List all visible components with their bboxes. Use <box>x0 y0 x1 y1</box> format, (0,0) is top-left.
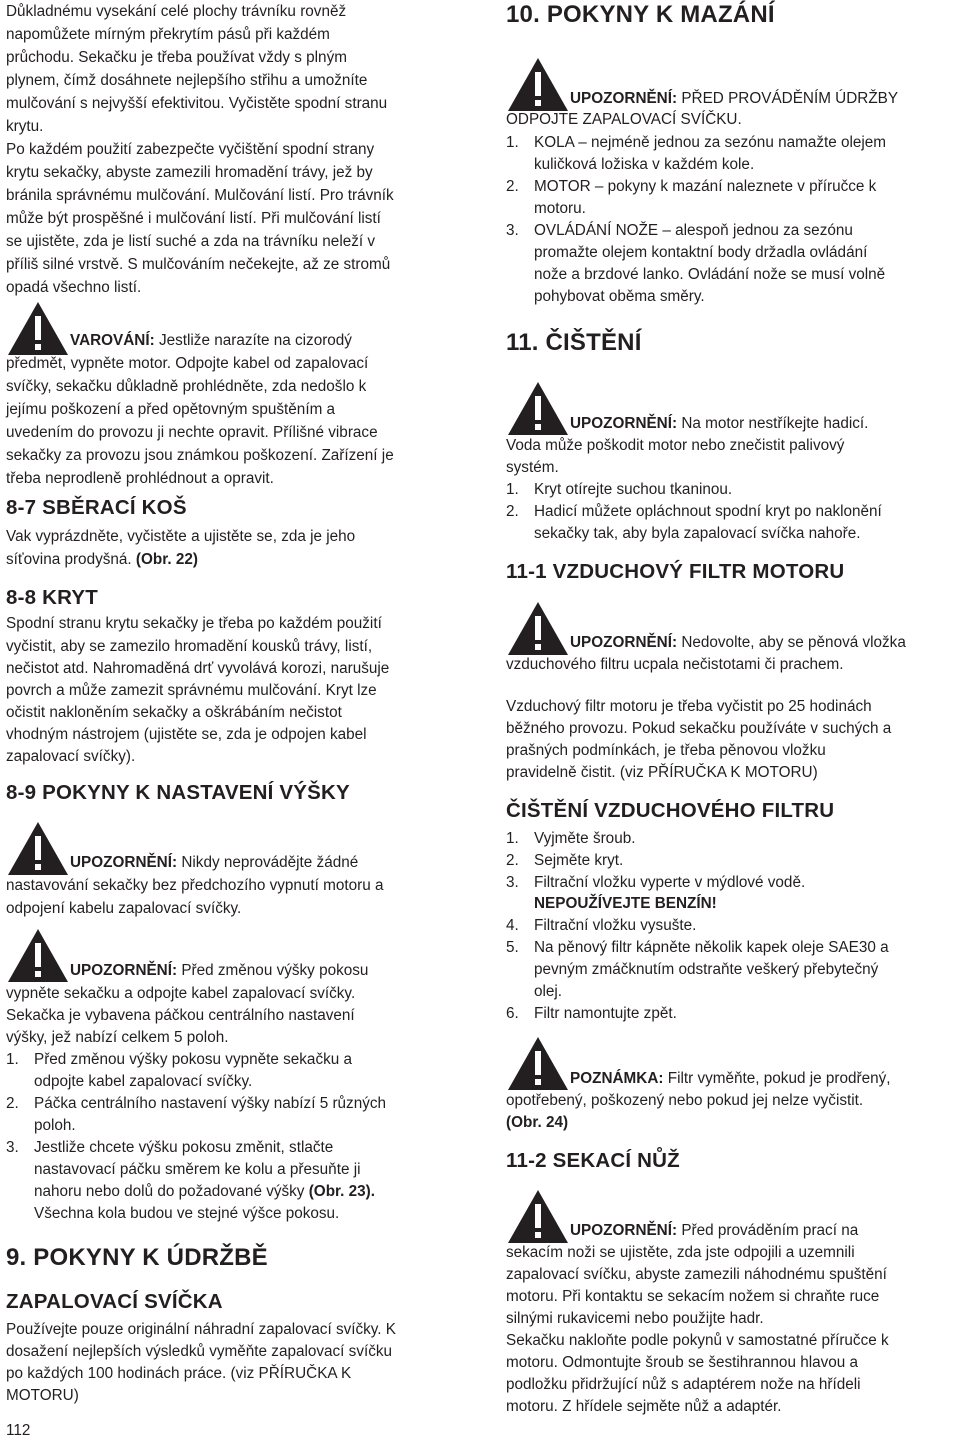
warning-triangle-icon <box>6 927 70 984</box>
list-item-line: olej. <box>534 983 563 1000</box>
heading-10: 10. POKYNY K MAZÁNÍ <box>506 1 775 28</box>
heading-11: 11. ČIŠTĚNÍ <box>506 329 642 356</box>
list-number: 2. <box>6 1095 19 1112</box>
text-span: nahoru nebo dolů do požadované výšky <box>34 1183 305 1200</box>
list-item-line: sekačky tak, aby byla zapalovací svíčka nahoře. <box>534 525 861 542</box>
text-line: vzduchového filtru ucpala nečistotami či prachem. <box>506 656 844 673</box>
list-item-line: pohybovat oběma směry. <box>534 288 705 305</box>
warning-first-line <box>570 89 898 109</box>
warning-label: UPOZORNĚNÍ: <box>70 854 178 871</box>
list-item-line: Hadicí můžete opláchnout spodní kryt po naklonění <box>534 503 882 520</box>
warning-text: Na motor nestříkejte hadicí. <box>681 415 869 432</box>
list-number: 6. <box>506 1005 519 1022</box>
text-line: MOTORU) <box>6 1387 79 1404</box>
warning-label: UPOZORNĚNÍ: <box>570 415 678 432</box>
warning-label: UPOZORNĚNÍ: <box>70 962 178 979</box>
text-line: sekacím noži se ujistěte, zda jste odpojili a uzemnili <box>506 1244 855 1261</box>
text-line: odpojení kabelu zapalovací svíčky. <box>6 900 242 917</box>
text-line: napomůžete mírným překrytím pásů při každém <box>6 26 330 43</box>
text-line: Vak vyprázdněte, vyčistěte a ujistěte se, zda je jeho <box>6 528 356 545</box>
text-line: povrch a může zamezit správnému mulčování. Kryt lze <box>6 682 377 699</box>
list-number: 2. <box>506 178 519 195</box>
warning-text: Jestliže narazíte na cizorodý <box>158 332 352 349</box>
list-item-line: Před změnou výšky pokosu vypněte sekačku a <box>34 1051 353 1068</box>
list-number: 2. <box>506 503 519 520</box>
list-number: 1. <box>6 1051 19 1068</box>
list-item-line: Páčka centrálního nastavení výšky nabízí 5 různých <box>34 1095 387 1112</box>
text-span: né vibrace <box>307 424 378 441</box>
list-item-line: poloh. <box>34 1117 76 1134</box>
heading-spark-plug: ZAPALOVACÍ SVÍČKA <box>6 1290 223 1313</box>
text-line: může být prospěšné i mulčování listí. Při mulčování listí <box>6 210 381 227</box>
text-line: opadá všechno listí. <box>6 279 142 296</box>
text-line: ODPOJTE ZAPALOVACÍ SVÍČKU. <box>506 111 742 128</box>
list-item-line <box>34 1182 375 1202</box>
text-line: výšky, jež nabízí celkem 5 poloh. <box>6 1029 229 1046</box>
list-item-bold-line: NEPOUŽÍVEJTE BENZÍN! <box>534 895 717 912</box>
text-line: průchodu. Sekačku je třeba používat vždy s plným <box>6 49 347 66</box>
warning-label: VAROVÁNÍ: <box>70 332 155 349</box>
list-item-line: MOTOR – pokyny k mazání naleznete v příručce k <box>534 178 877 195</box>
figure-ref: (Obr. 24) <box>506 1114 569 1131</box>
list-number: 3. <box>6 1139 19 1156</box>
list-number: 5. <box>506 939 519 956</box>
heading-9: 9. POKYNY K ÚDRŽBĚ <box>6 1244 268 1271</box>
text-line: třeba neprodleně prohlédnout a opravit. <box>6 470 274 487</box>
text-line: krytu. <box>6 118 44 135</box>
text-line: jejímu poškození a před opětovným spuštěním a <box>6 401 336 418</box>
text-line: zapalovací svíčky). <box>6 748 136 765</box>
text-line: Spodní stranu krytu sekačky je třeba po každém použití <box>6 615 382 632</box>
text-line: zapalovací svíčku, abyste zamezili náhodnému spuštění <box>506 1266 887 1283</box>
list-item-line: promažte olejem kontaktní body držadla ovládání <box>534 244 868 261</box>
list-item-line: Všechna kola budou ve stejné výšce pokosu. <box>34 1205 340 1222</box>
text-span: síťovina prodyšná. <box>6 551 132 568</box>
warning-text: Před prováděním prací na <box>681 1222 859 1239</box>
text-line: Sekačka je vybavena páčkou centrálního nastavení <box>6 1007 355 1024</box>
list-number: 2. <box>506 852 519 869</box>
text-line: bránila správnému mulčování. Mulčování listí. Pro trávník <box>6 187 394 204</box>
note-first-line <box>570 1069 891 1089</box>
list-item-line: Na pěnový filtr kápněte několik kapek oleje SAE30 a <box>534 939 889 956</box>
text-span: uvedením do provozu ji nechte opravit. Příliš <box>6 424 307 441</box>
figure-ref: (Obr. 23). <box>308 1183 376 1200</box>
warning-label: UPOZORNĚNÍ: <box>570 1222 678 1239</box>
list-number: 3. <box>506 222 519 239</box>
text-line: vypněte sekačku a odpojte kabel zapalovací svíčky. <box>6 985 356 1002</box>
text-line: motoru. Odmontujte šroub se šestihrannou hlavou a <box>506 1354 859 1371</box>
text-line: motoru. Při kontaktu se sekacím nožem si chraňte ruce <box>506 1288 880 1305</box>
list-item-line: motoru. <box>534 200 586 217</box>
warning-text: Nedovolte, aby se pěnová vložka <box>681 634 906 651</box>
text-line: po každých 100 hodinách práce. (viz PŘÍRUČKA K <box>6 1365 352 1382</box>
warning-triangle-icon <box>506 56 570 113</box>
list-item-line: Vyjměte šroub. <box>534 830 636 847</box>
text-line: nastavování sekačky bez předchozího vypnutí motoru a <box>6 877 384 894</box>
text-line: pravidelně čistit. (viz PŘÍRUČKA K MOTORU) <box>506 764 818 781</box>
warning-first-line <box>70 961 368 981</box>
text-line <box>6 550 198 570</box>
text-line: Používejte pouze originální náhradní zapalovací svíčky. K <box>6 1321 397 1338</box>
list-item-line: odpojte kabel zapalovací svíčky. <box>34 1073 253 1090</box>
heading-8-9: 8-9 POKYNY K NASTAVENÍ VÝŠKY <box>6 781 350 804</box>
warning-first-line <box>70 853 358 873</box>
text-line: prašných podmínkách, je třeba pěnovou vložku <box>506 742 826 759</box>
text-line: opotřebený, poškozený nebo pokud jej nelze vyčistit. <box>506 1092 864 1109</box>
warning-text: Před změnou výšky pokosu <box>181 962 369 979</box>
list-item-line: nastavovací páčku směrem ke kolu a přesuňte ji <box>34 1161 361 1178</box>
note-label: POZNÁMKA: <box>570 1070 664 1087</box>
warning-first-line <box>570 414 868 434</box>
list-number: 4. <box>506 917 519 934</box>
text-line: motoru. Z hřídele sejměte nůž a adaptér. <box>506 1398 782 1415</box>
text-line: silnými rukavicemi nebo použijte hadr. <box>506 1310 764 1327</box>
page-number: 112 <box>6 1422 31 1439</box>
list-item-line: KOLA – nejméně jednou za sezónu namažte olejem <box>534 134 887 151</box>
warning-text: Nikdy neprovádějte žádné <box>181 854 359 871</box>
list-item-line: Filtrační vložku vyperte v mýdlové vodě. <box>534 874 806 891</box>
text-line: nečistot atd. Nahromaděná drť vyvolává korozi, narušuje <box>6 660 390 677</box>
warning-triangle-icon <box>506 600 570 657</box>
list-number: 3. <box>506 874 519 891</box>
list-item-line: Jestliže chcete výšku pokosu změnit, stlačte <box>34 1139 334 1156</box>
list-number: 1. <box>506 481 519 498</box>
text-line: běžného provozu. Pokud sekačku používáte v suchých a <box>506 720 892 737</box>
text-line: mulčování s nejvyšší efektivitou. Vyčistěte spodní stranu <box>6 95 388 112</box>
text-line: Sekačku nakloňte podle pokynů v samostatné příručce k <box>506 1332 889 1349</box>
warning-label: UPOZORNĚNÍ: <box>570 634 678 651</box>
warning-triangle-icon <box>6 300 70 357</box>
warning-triangle-icon <box>506 380 570 437</box>
text-line: Po každém použití zabezpečte vyčištění spodní strany <box>6 141 375 158</box>
warning-first-line <box>570 633 906 653</box>
text-line: sekačky za provozu jsou známkou poškození. Zařízení je <box>6 447 394 464</box>
warning-first-line <box>570 1221 858 1241</box>
text-line: Voda může poškodit motor nebo znečistit palivový <box>506 437 845 454</box>
text-line: příliš silné vrstvě. S mulčováním nečekejte, až ze stromů <box>6 256 391 273</box>
warning-text: PŘED PROVÁDĚNÍM ÚDRŽBY <box>681 90 899 107</box>
figure-ref: (Obr. 22) <box>135 551 198 568</box>
list-item-line: Filtrační vložku vysušte. <box>534 917 697 934</box>
text-line: vhodným nástrojem (ujistěte se, zda je odpojen kabel <box>6 726 367 743</box>
list-item-line: OVLÁDÁNÍ NOŽE – alespoň jednou za sezónu <box>534 222 853 239</box>
warning-triangle-icon <box>506 1035 570 1092</box>
text-line: systém. <box>506 459 559 476</box>
list-item-line: Filtr namontujte zpět. <box>534 1005 677 1022</box>
heading-8-7: 8-7 SBĚRACÍ KOŠ <box>6 496 187 519</box>
text-line: plynem, čímž dosáhnete nejlepšího střihu a umožníte <box>6 72 368 89</box>
text-line: svíčky, sekačku důkladně prohlédněte, zda nedošlo k <box>6 378 367 395</box>
text-line: vyčistit, aby se zamezilo hromadění kousků trávy, listí, <box>6 638 373 655</box>
text-line: dosažení nejlepších výsledků vyměňte zapalovací svíčku <box>6 1343 393 1360</box>
heading-11-2: 11-2 SEKACÍ NŮŽ <box>506 1149 680 1172</box>
heading-filter-cleaning: ČIŠTĚNÍ VZDUCHOVÉHO FILTRU <box>506 799 835 822</box>
list-item-line: Sejměte kryt. <box>534 852 624 869</box>
warning-label: UPOZORNĚNÍ: <box>570 90 678 107</box>
list-number: 1. <box>506 830 519 847</box>
warning-triangle-icon <box>506 1188 570 1245</box>
warning-triangle-icon <box>6 820 70 877</box>
text-line: předmět, vypněte motor. Odpojte kabel od zapalovací <box>6 355 369 372</box>
note-text: Filtr vyměňte, pokud je prodřený, <box>667 1070 891 1087</box>
text-line <box>6 423 378 443</box>
list-item-line: kuličková ložiska v každém kole. <box>534 156 755 173</box>
list-item-line: Kryt otírejte suchou tkaninou. <box>534 481 733 498</box>
text-line: krytu sekačky, abyste zamezili hromadění trávy, jež by <box>6 164 373 181</box>
text-line: podložku přidržující nůž s adaptérem nože na hřídeli <box>506 1376 861 1393</box>
text-line: Důkladnému vysekání celé plochy trávníku rovněž <box>6 3 347 20</box>
text-line: očistit nakloněním sekačky a oškrábáním nečistot <box>6 704 342 721</box>
text-line: Vzduchový filtr motoru je třeba vyčistit po 25 hodinách <box>506 698 872 715</box>
warning-first-line <box>70 331 352 351</box>
heading-11-1: 11-1 VZDUCHOVÝ FILTR MOTORU <box>506 560 845 583</box>
list-item-line: pevným zmáčknutím odstraňte veškerý přebytečný <box>534 961 879 978</box>
heading-8-8: 8-8 KRYT <box>6 586 98 609</box>
list-item-line: nože a brzdové lanko. Ovládání nože se musí volně <box>534 266 886 283</box>
list-number: 1. <box>506 134 519 151</box>
text-line: se ujistěte, zda je listí suché a zda na trávníku neleží v <box>6 233 376 250</box>
